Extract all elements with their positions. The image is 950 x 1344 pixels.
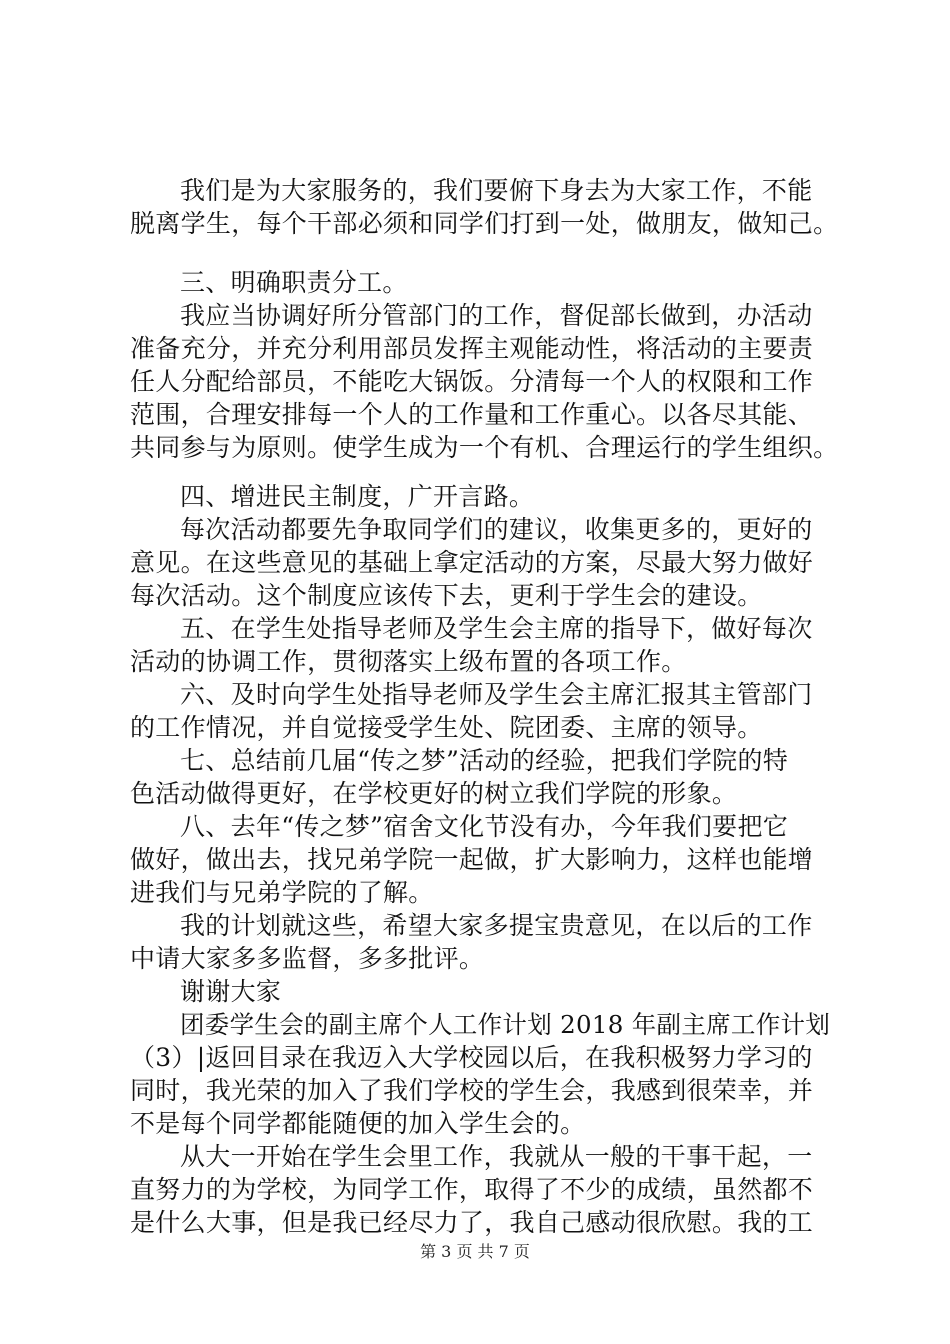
paragraph-line: 脱离学生，每个干部必须和同学们打到一处，做朋友，做知己。: [130, 209, 839, 238]
paragraph-line: 团委学生会的副主席个人工作计划 2018 年副主席工作计划: [180, 1010, 831, 1039]
paragraph-line: 我的计划就这些，希望大家多提宝贵意见，在以后的工作: [180, 911, 813, 940]
paragraph-line: （3）|返回目录在我迈入大学校园以后，在我积极努力学习的: [130, 1043, 813, 1072]
paragraph-line: 每次活动都要先争取同学们的建议，收集更多的，更好的: [180, 515, 813, 544]
paragraph-line: 五、在学生处指导老师及学生会主席的指导下，做好每次: [180, 614, 813, 643]
paragraph-line: 谢谢大家: [180, 977, 282, 1006]
paragraph-line: 从大一开始在学生会里工作，我就从一般的干事干起，一: [180, 1142, 813, 1171]
paragraph-line: 我们是为大家服务的，我们要俯下身去为大家工作，不能: [180, 176, 813, 205]
paragraph-line: 同时，我光荣的加入了我们学校的学生会，我感到很荣幸，并: [130, 1076, 814, 1105]
paragraph-line: 不是每个同学都能随便的加入学生会的。: [130, 1109, 586, 1138]
paragraph-line: 我应当协调好所分管部门的工作，督促部长做到，办活动: [180, 301, 813, 330]
section-heading: 三、明确职责分工。: [180, 268, 408, 297]
paragraph-line: 七、总结前几届“传之梦”活动的经验，把我们学院的特: [180, 746, 789, 775]
paragraph-line: 活动的协调工作，贯彻落实上级布置的各项工作。: [130, 647, 687, 676]
paragraph-line: 共同参与为原则。使学生成为一个有机、合理运行的学生组织。: [130, 433, 839, 462]
paragraph-line: 进我们与兄弟学院的了解。: [130, 878, 434, 907]
paragraph-line: 意见。在这些意见的基础上拿定活动的方案，尽最大努力做好: [130, 548, 814, 577]
paragraph-line: 范围，合理安排每一个人的工作量和工作重心。以各尽其能、: [130, 400, 814, 429]
paragraph-line: 准备充分，并充分利用部员发挥主观能动性，将活动的主要责: [130, 334, 814, 363]
paragraph-line: 直努力的为学校，为同学工作，取得了不少的成绩，虽然都不: [130, 1175, 814, 1204]
paragraph-line: 六、及时向学生处指导老师及学生会主席汇报其主管部门: [180, 680, 813, 709]
paragraph-line: 的工作情况，并自觉接受学生处、院团委、主席的领导。: [130, 713, 763, 742]
page-number-footer: 第 3 页 共 7 页: [420, 1242, 530, 1261]
paragraph-line: 做好，做出去，找兄弟学院一起做，扩大影响力，这样也能增: [130, 845, 814, 874]
section-heading: 四、增进民主制度，广开言路。: [180, 482, 535, 511]
paragraph-line: 色活动做得更好，在学校更好的树立我们学院的形象。: [130, 779, 738, 808]
paragraph-line: 是什么大事，但是我已经尽力了，我自己感动很欣慰。我的工: [130, 1208, 814, 1237]
paragraph-line: 任人分配给部员，不能吃大锅饭。分清每一个人的权限和工作: [130, 367, 814, 396]
paragraph-line: 八、去年“传之梦”宿舍文化节没有办，今年我们要把它: [180, 812, 789, 841]
paragraph-line: 每次活动。这个制度应该传下去，更利于学生会的建设。: [130, 581, 763, 610]
paragraph-line: 中请大家多多监督，多多批评。: [130, 944, 485, 973]
